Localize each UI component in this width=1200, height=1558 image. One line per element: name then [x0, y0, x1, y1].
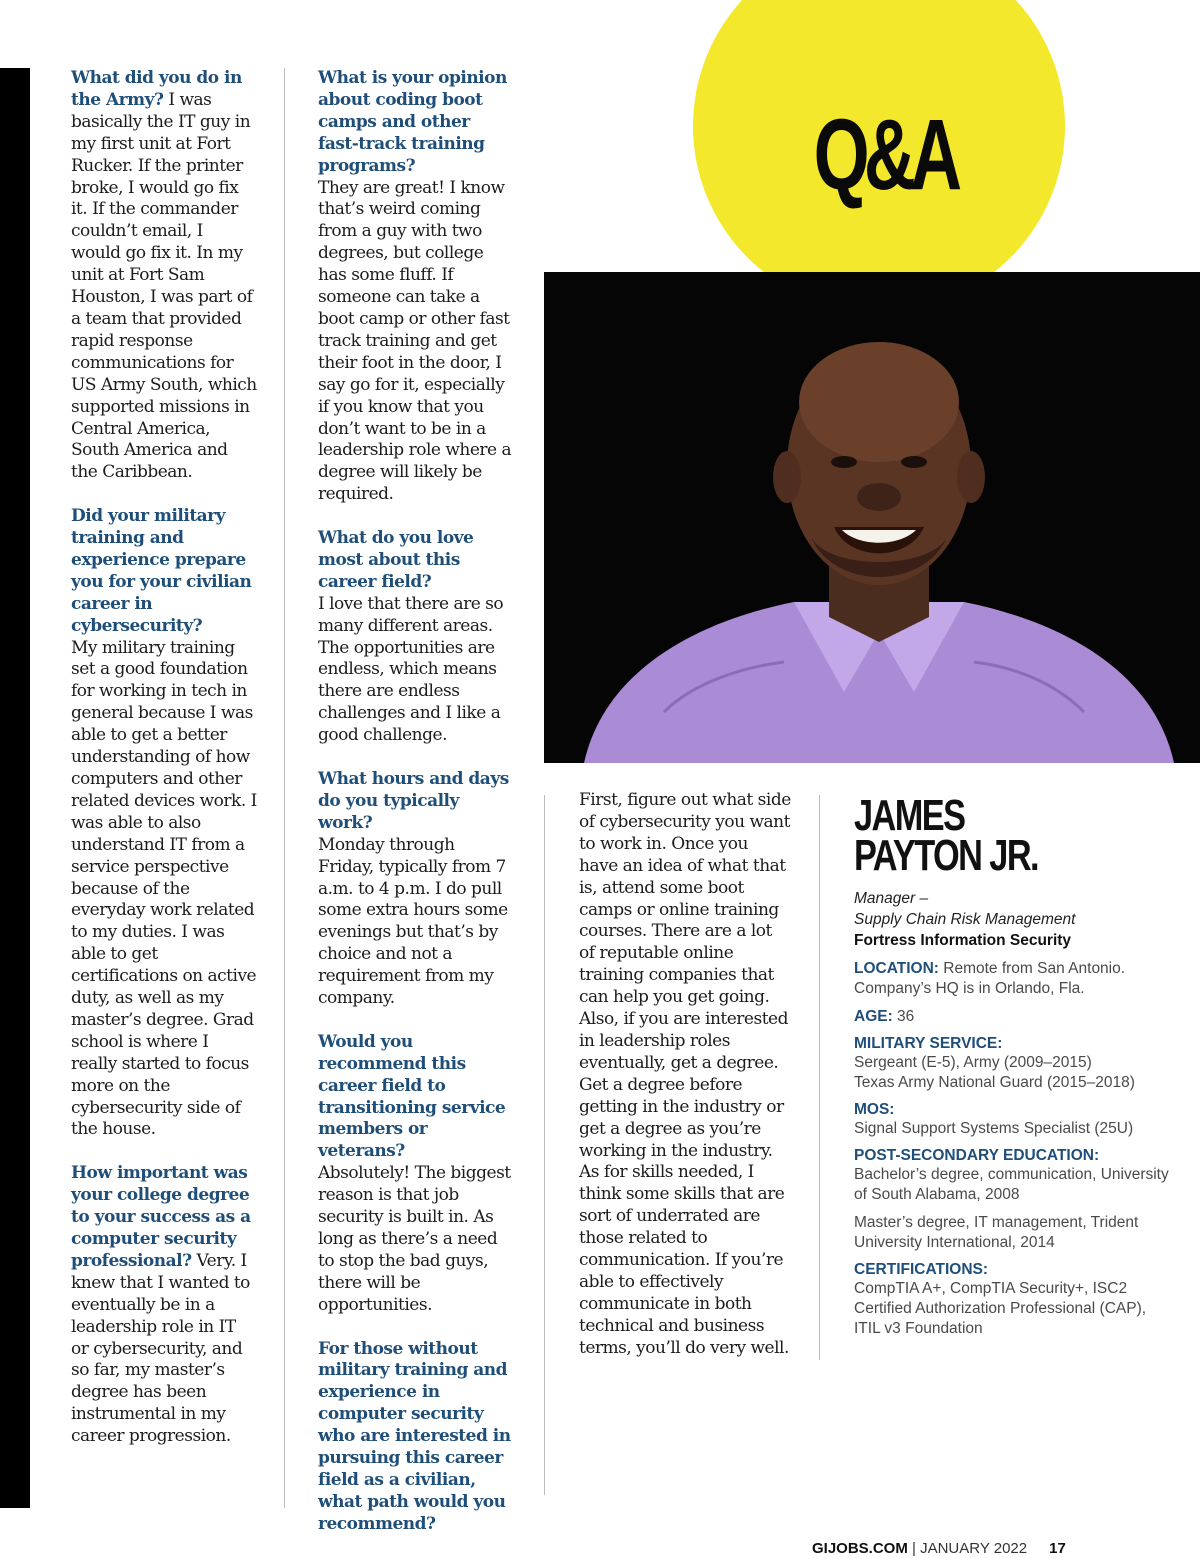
fact-certifications: [854, 1261, 1174, 1339]
column-divider-1: [284, 68, 285, 1508]
portrait-illustration: [544, 272, 1200, 763]
profile-name-line1: JAMES: [854, 791, 965, 840]
fact-military-label: MILITARY SERVICE:: [854, 1035, 1003, 1052]
answer-hours: Monday through Friday, typically from 7 a.m. to 4 p.m. I do pull some extra hours some evenings but that’s by choice and not a requirement from my company.: [318, 834, 508, 1009]
question-preparation: Did your military training and experience prepare you for your civilian career in cybersecurity?: [71, 506, 252, 636]
qa-block-army: [71, 68, 257, 484]
page-title: Q&A: [813, 99, 957, 211]
page-footer: [812, 1540, 1066, 1557]
fact-education: [854, 1147, 1174, 1253]
question-hours: What hours and days do you typically work?: [318, 768, 509, 833]
footer-issue: JANUARY 2022: [920, 1540, 1028, 1557]
profile-name: [854, 791, 1057, 880]
question-recommend: Would you recommend this career field to transitioning service members or veterans?: [318, 1031, 506, 1162]
question-love-most: What do you love most about this career field?: [318, 528, 474, 592]
fact-location-value: Remote from San Antonio. Company’s HQ is in Orlando, Fla.: [854, 960, 1126, 997]
fact-age-label: AGE:: [854, 1008, 893, 1025]
fact-education-master: Master’s degree, IT management, Trident University International, 2014: [854, 1214, 1139, 1251]
answer-path: First, figure out what side of cybersecurity you want to work in. Once you have an idea of what that is, attend some boot camps or online training courses. There are a lot of reputable online training companies that can help you get going. Also, if you are interested in leadership roles eventually, get a degree. Get a degree before getting in the industry or get a degree as you’re working in the industry. As for skills needed, I think some skills that are sort of underrated are those related to communication. If you’re able to effectively communicate in both technical and business terms, you’ll do very well.: [579, 790, 791, 1358]
profile-role-line1: Manager –: [854, 890, 929, 907]
profile-name-line2: PAYTON JR.: [854, 831, 1039, 880]
answer-bootcamps: They are great! I know that’s weird coming from a guy with two degrees, but college has some fluff. If someone can take a boot camp or other fast track training and get their foot in the door, I say go for it, especially if you know that you don’t want to be in a leadership role where a degree will likely be required.: [318, 177, 512, 505]
question-bootcamps: What is your opinion about coding boot camps and other fast-track training programs?: [318, 68, 507, 176]
answer-degree: Very. I knew that I wanted to eventually be in a leadership role in IT or cybersecurity, and so far, my master’s degree has been instrumental in my career progression.: [71, 1250, 250, 1447]
page-number: 17: [1049, 1540, 1066, 1557]
column-divider-2: [544, 795, 545, 1495]
column-3: [579, 790, 791, 1360]
left-edge-bar: [0, 68, 30, 1508]
fact-certifications-value: CompTIA A+, CompTIA Security+, ISC2 Certified Authorization Professional (CAP), ITIL v3 Foundation: [854, 1280, 1147, 1337]
footer-separator: |: [907, 1540, 921, 1557]
footer-site: GIJOBS.COM: [812, 1540, 908, 1557]
fact-military-line1: Sergeant (E-5), Army (2009–2015): [854, 1054, 1092, 1071]
column-divider-3: [819, 795, 820, 1360]
answer-preparation: My military training set a good foundation for working in tech in general because I was able to get a better understanding of how computers and other related devices work. I was able to also understand IT from a service perspective because of the everyday work related to my duties. I was able to get certifications on active duty, as well as my master’s degree. Grad school is where I really started to focus more on the cybersecurity side of the house.: [71, 637, 257, 1140]
fact-certifications-label: CERTIFICATIONS:: [854, 1261, 989, 1278]
fact-military: [854, 1035, 1174, 1093]
question-degree: How important was your college degree to your success as a computer security professional?: [71, 1163, 251, 1271]
question-path: For those without military training and experience in computer security who are interested in pursuing this career field as a civilian, what path would you recommend?: [318, 1338, 511, 1534]
fact-age: [854, 1007, 1174, 1027]
column-2: [318, 68, 514, 1536]
fact-mos-label: MOS:: [854, 1101, 895, 1118]
fact-military-line2: Texas Army National Guard (2015–2018): [854, 1074, 1135, 1091]
fact-mos-value: Signal Support Systems Specialist (25U): [854, 1120, 1134, 1137]
profile-role: [854, 888, 1174, 930]
answer-recommend: Absolutely! The biggest reason is that job security is built in. As long as there’s a need to stop the bad guys, there will be opportunities.: [318, 1163, 511, 1315]
profile-role-line2: Supply Chain Risk Management: [854, 911, 1076, 928]
fact-education-bachelor: Bachelor’s degree, communication, University of South Alabama, 2008: [854, 1166, 1169, 1203]
profile-sidebar: [854, 790, 1174, 1339]
profile-company: Fortress Information Security: [854, 932, 1072, 949]
answer-army: I was basically the IT guy in my first unit at Fort Rucker. If the printer broke, I would go fix it. If the commander couldn’t email, I would go fix it. In my unit at Fort Sam Houston, I was part of a team that provided rapid response communications for US Army South, which supported missions in Central America, South America and the Caribbean.: [71, 89, 257, 483]
column-1: [71, 68, 257, 1448]
fact-location: [854, 959, 1174, 999]
fact-location-label: LOCATION:: [854, 960, 939, 977]
qa-block-degree: [71, 1163, 257, 1448]
fact-education-label: POST-SECONDARY EDUCATION:: [854, 1147, 1100, 1164]
fact-age-value: 36: [892, 1008, 915, 1025]
fact-mos: [854, 1101, 1174, 1139]
portrait-photo: [544, 272, 1200, 763]
answer-love-most: I love that there are so many different areas. The opportunities are endless, which means there are endless challenges and I like a good challenge.: [318, 593, 504, 746]
question-army: What did you do in the Army?: [71, 68, 242, 110]
